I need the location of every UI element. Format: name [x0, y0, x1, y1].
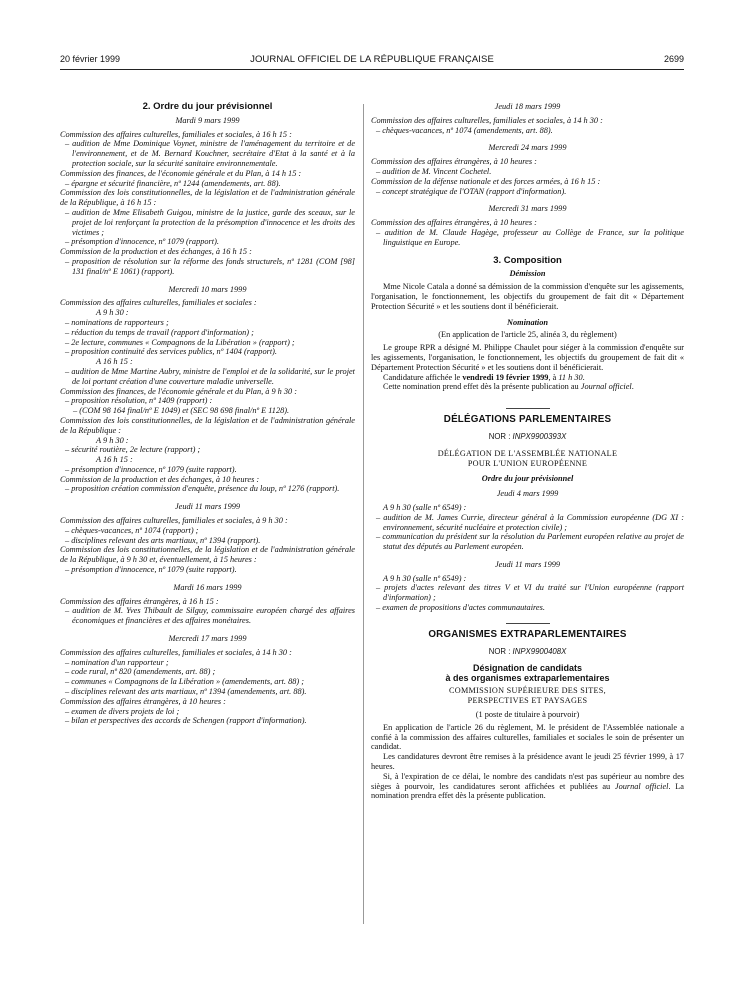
designation-heading: Désignation de candidats	[472, 663, 583, 674]
effect-end: .	[631, 382, 634, 392]
agenda-item: – présomption d'innocence, nº 1079 (rapport).	[65, 237, 219, 247]
header-date: 20 février 1999	[60, 54, 121, 64]
commission-line: Commission des affaires culturelles, familiales et sociales :	[60, 298, 257, 308]
agenda-item: – nominations de rapporteurs ;	[65, 317, 169, 327]
commission-line: Commission des affaires étrangères, à 10 heures :	[371, 218, 537, 228]
right-column	[371, 96, 684, 801]
date-heading: Jeudi 4 mars 1999	[496, 489, 559, 499]
nor-reference	[371, 432, 684, 442]
commission-line: Commission des affaires étrangères, à 10 heures :	[371, 157, 537, 167]
commission-line: Commission des affaires étrangères, à 10 heures :	[60, 696, 226, 706]
section-heading-composition: 3. Composition	[493, 254, 562, 266]
nor-code: INPX9900408X	[512, 646, 567, 656]
nomination-title: Nomination	[506, 317, 549, 327]
header-rule	[60, 69, 684, 70]
agenda-item: – nomination d'un rapporteur ;	[65, 657, 169, 667]
page-header	[60, 54, 684, 68]
banner-delegations: DÉLÉGATIONS PARLEMENTAIRES	[443, 414, 612, 426]
delegation-title: POUR L'UNION EUROPÉENNE	[467, 458, 588, 468]
section-heading-ordre-du-jour: 2. Ordre du jour prévisionnel	[142, 101, 273, 112]
commission-line: Commission des affaires culturelles, familiales et sociales, à 9 h 30 :	[60, 516, 288, 526]
time-line: A 9 h 30 :	[96, 435, 129, 445]
time-line: A 9 h 30 (salle nº 6549) :	[383, 502, 467, 512]
agenda-item: – présomption d'innocence, nº 1079 (suite rapport).	[65, 565, 237, 575]
time-line: A 16 h 15 :	[96, 357, 133, 367]
nor-label: NOR :	[488, 646, 513, 656]
section-rule	[506, 623, 550, 624]
candidature-time: 11 h 30	[558, 372, 583, 382]
agenda-item: – communes « Compagnons de la Libération » (amendements, art. 88) ;	[65, 677, 304, 687]
ordre-du-jour-title: Ordre du jour prévisionnel	[481, 474, 574, 484]
agenda-item: – audition de Mme Elisabeth Guigou, ministre de la justice, garde des sceaux, sur le projet de loi renforçant la protection de la présomption d'innocence et les droits des victimes ;	[65, 207, 355, 237]
commission-line: Commission de la production et des échanges, à 16 h 15 :	[60, 247, 252, 257]
candidature-date: vendredi 19 février 1999	[462, 372, 549, 382]
date-heading: Jeudi 18 mars 1999	[494, 102, 561, 111]
journal-title: JOURNAL OFFICIEL DE LA RÉPUBLIQUE FRANÇAISE	[250, 54, 494, 65]
agenda-subitem: – (COM 98 164 final/nº E 1049) et (SEC 98 698 final/nº E 1128).	[73, 406, 290, 416]
nomination-reference: (En application de l'article 25, alinéa 3, du règlement)	[438, 330, 617, 340]
candidature-line	[371, 373, 684, 383]
agenda-item: – disciplines relevant des arts martiaux, nº 1394 (rapport).	[65, 535, 261, 545]
candidature-end: .	[582, 372, 585, 382]
commission-line: Commission des lois constitutionnelles, de la législation et de l'administration générale de la République, à 16 h 15 :	[60, 188, 355, 208]
agenda-item: – concept stratégique de l'OTAN (rapport d'information).	[376, 186, 567, 196]
time-line: A 9 h 30 (salle nº 6549) :	[383, 573, 467, 583]
demission-title: Démission	[509, 269, 546, 279]
commission-line: Commission des affaires culturelles, familiales et sociales, à 14 h 30 :	[371, 115, 603, 125]
commission-line: Commission de la production et des échanges, à 10 heures :	[60, 474, 260, 484]
commission-line: Commission des affaires culturelles, familiales et sociales, à 16 h 15 :	[60, 129, 292, 139]
agenda-item: – sécurité routière, 2e lecture (rapport) ;	[65, 445, 201, 455]
effect-text: Cette nomination prend effet dès la présente publication au	[383, 382, 581, 392]
commission-line: Commission des affaires culturelles, familiales et sociales, à 14 h 30 :	[60, 647, 292, 657]
organismes-paragraph: En application de l'article 26 du règlement, M. le président de l'Assemblée nationale a confié à la commission des affaires culturelles, familiales et sociales le soin de présenter un candidat.	[371, 722, 684, 752]
organismes-text-end: . La nomination prendra effet dès la présente publication.	[371, 781, 684, 801]
time-line: A 9 h 30 :	[96, 308, 129, 318]
agenda-item: – bilan et perspectives des accords de Schengen (rapport d'information).	[65, 716, 307, 726]
candidature-text: Candidature affichée le	[383, 372, 463, 382]
commission-line: Commission des finances, de l'économie générale et du Plan, à 9 h 30 :	[60, 386, 298, 396]
journal-officiel-ref: Journal officiel	[580, 382, 632, 392]
agenda-item: – projets d'actes relevant des titres V et VI du traité sur l'Union européenne (rapport d'information) ;	[376, 583, 684, 603]
commission-line: Commission des lois constitutionnelles, de la législation et de l'administration générale de la République :	[60, 415, 355, 435]
nor-label: NOR :	[488, 431, 513, 441]
agenda-item: – réduction du temps de travail (rapport d'information) ;	[65, 327, 254, 337]
agenda-item: – examen de divers projets de loi ;	[65, 706, 180, 716]
agenda-item: – proposition création commission d'enquête, présence du loup, nº 1276 (rapport).	[65, 484, 340, 494]
date-heading: Jeudi 11 mars 1999	[494, 559, 561, 569]
agenda-item: – chèques-vacances, nº 1074 (amendements, art. 88).	[376, 125, 553, 135]
agenda-item: – audition de M. James Currie, directeur général à la Commission européenne (DG XI : environnement, sécurité nucléaire et protection civile) ;	[376, 512, 684, 532]
date-heading: Mercredi 24 mars 1999	[488, 143, 567, 153]
journal-officiel-ref: Journal officiel	[614, 781, 669, 791]
poste-note: (1 poste de titulaire à pourvoir)	[475, 710, 580, 720]
agenda-item: – épargne et sécurité financière, nº 1244 (amendements, art. 88).	[65, 178, 281, 188]
commission-line: Commission de la défense nationale et des forces armées, à 16 h 15 :	[371, 176, 601, 186]
date-heading: Mercredi 31 mars 1999	[488, 204, 567, 214]
demission-text: Mme Nicole Catala a donné sa démission de la commission d'enquête sur les agissements, l'organisation, le fonctionnement, les objectifs du groupement de fait dit « Département Protection Sécurité » et les soutiens dont il bénéficierait.	[371, 282, 684, 311]
agenda-item: – audition de Mme Martine Aubry, ministre de l'emploi et de la solidarité, sur le projet de loi portant création d'une couverture maladie universelle.	[65, 366, 355, 386]
page-number: 2699	[663, 54, 684, 64]
effect-line	[371, 382, 684, 392]
commission-name: COMMISSION SUPÉRIEURE DES SITES,	[449, 686, 606, 696]
agenda-item: – chèques-vacances, nº 1074 (rapport) ;	[65, 525, 199, 535]
date-heading: Mardi 16 mars 1999	[173, 582, 242, 592]
agenda-item: – code rural, nº 820 (amendements, art. 88) ;	[65, 667, 216, 677]
banner-organismes: ORGANISMES EXTRAPARLEMENTAIRES	[428, 628, 627, 640]
nor-code: INPX9900393X	[512, 431, 567, 441]
commission-name: PERSPECTIVES ET PAYSAGES	[467, 696, 588, 706]
delegation-title: DÉLÉGATION DE L'ASSEMBLÉE NATIONALE	[437, 448, 618, 458]
designation-heading: à des organismes extraparlementaires	[445, 673, 610, 684]
date-heading: Mercredi 17 mars 1999	[168, 634, 247, 644]
agenda-item: – audition de M. Claude Hagège, professeur au Collège de France, sur la politique linguistique en Europe.	[376, 227, 684, 247]
agenda-item: – examen de propositions d'actes communautaires.	[376, 603, 545, 613]
agenda-item: – présomption d'innocence, nº 1079 (suite rapport).	[65, 464, 237, 474]
date-heading: Mercredi 10 mars 1999	[168, 284, 247, 294]
nor-reference	[371, 647, 684, 657]
commission-line: Commission des lois constitutionnelles, de la législation et de l'administration générale de la République, à 9 h 30 et, éventuellement, à 15 heures :	[60, 545, 355, 565]
organismes-paragraph: Les candidatures devront être remises à la présidence avant le jeudi 25 février 1999, à 17 heures.	[371, 752, 684, 772]
agenda-item: – proposition de résolution sur la réforme des fonds structurels, nº 1281 (COM [98] 131 final/nº E 1061) (rapport).	[65, 256, 355, 276]
time-line: A 16 h 15 :	[96, 455, 133, 465]
agenda-item: – 2e lecture, communes « Compagnons de la Libération » (rapport) ;	[65, 337, 295, 347]
organismes-text: Si, à l'expiration de ce délai, le nombre des candidats n'est pas supérieur au nombre des sièges à pourvoir, les candidatures seront affichées et publiées au	[371, 771, 684, 791]
left-column	[60, 96, 355, 726]
candidature-sep: , à	[548, 372, 559, 382]
agenda-item: – audition de M. Vincent Cochetel.	[376, 166, 492, 176]
agenda-item: – audition de M. Yves Thibault de Silguy, commissaire européen chargé des affaires économiques et financières et des affaires monétaires.	[65, 606, 355, 626]
nomination-paragraph: Le groupe RPR a désigné M. Philippe Chaulet pour siéger à la commission d'enquête sur les agissements, l'organisation, le fonctionnement, les objectifs du groupement de fait dit « Département Protection Sécurité » et les soutiens dont il bénéficierait.	[371, 343, 684, 372]
section-rule	[506, 408, 550, 409]
agenda-item: – proposition résolution, nº 1409 (rapport) :	[65, 396, 213, 406]
agenda-item: – audition de Mme Dominique Voynet, ministre de l'aménagement du territoire et de l'environnement, et de M. Bernard Kouchner, secrétaire d'Etat à la santé et à la protection sociale, sur la sécurité sanitaire environnementale.	[65, 139, 355, 168]
agenda-item: – communication du président sur la résolution du Parlement européen relative au projet de statut des députés au Parlement européen.	[376, 532, 684, 552]
agenda-item: – disciplines relevant des arts martiaux, nº 1394 (amendements, art. 88).	[65, 687, 307, 697]
column-divider	[363, 104, 364, 924]
commission-line: Commission des affaires étrangères, à 16 h 15 :	[60, 596, 219, 606]
agenda-item: – proposition continuité des services publics, nº 1404 (rapport).	[65, 347, 277, 357]
organismes-paragraph	[371, 772, 684, 801]
date-heading: Jeudi 11 mars 1999	[174, 502, 241, 512]
date-heading: Mardi 9 mars 1999	[175, 115, 240, 125]
commission-line: Commission des finances, de l'économie générale et du Plan, à 14 h 15 :	[60, 168, 302, 178]
